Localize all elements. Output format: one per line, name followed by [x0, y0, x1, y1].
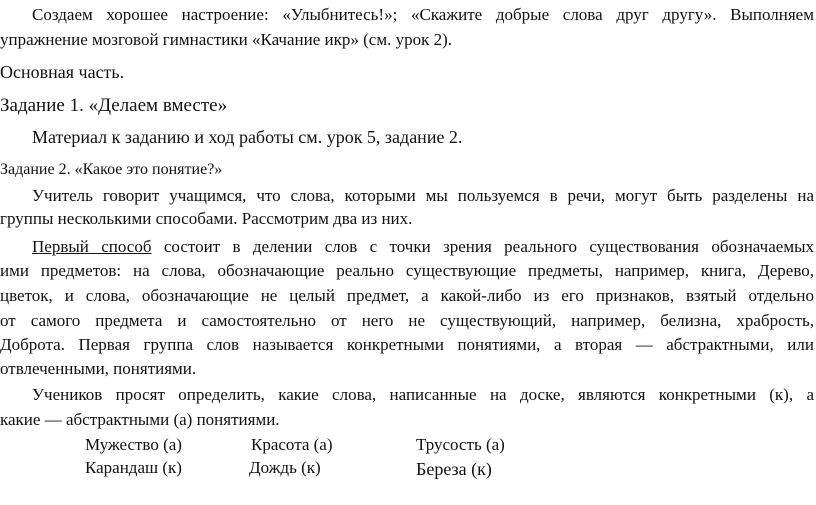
task1-text: Материал к заданию и ход работы см. урок 5, задание 2. — [32, 127, 463, 147]
task2-p1-line-1: Учитель говорит учащимся, что слова, которыми мы пользуемся в речи, могут быть разделены на — [32, 186, 814, 205]
word-birch: Береза (к) — [416, 459, 492, 479]
task2-p3-line-2: какие — абстрактными (а) понятиями. — [0, 410, 280, 429]
main-heading: Основная часть. — [0, 62, 125, 82]
task2-p2-line-6: отвлеченными, понятиями. — [0, 359, 197, 378]
intro-line-2: упражнение мозговой гимнастики «Качание икр» (см. урок 2). — [0, 30, 453, 49]
first-method-link: Первый способ — [32, 237, 152, 256]
task2-title: Задание 2. «Какое это понятие?» — [0, 161, 223, 178]
word-rain: Дождь (к) — [249, 458, 321, 477]
task2-p3-line-1: Учеников просят определить, какие слова, написанные на доске, являются конкретными (к), а — [32, 385, 814, 404]
word-courage: Мужество (а) — [85, 435, 182, 454]
task2-p2-line-4: от самого предмета и самостоятельно от него не существующий, например, белизна, храбрость, — [0, 311, 814, 330]
word-cowardice: Трусость (а) — [416, 435, 505, 454]
word-beauty: Красота (а) — [251, 435, 333, 454]
task1-title: Задание 1. «Делаем вместе» — [0, 95, 228, 116]
task2-p2-line-1-rest: состоит в делении слов с точки зрения реального существования обозначаемых — [151, 237, 814, 256]
intro-line-1: Создаем хорошее настроение: «Улыбнитесь!»; «Скажите добрые слова друг другу». Выполняем — [32, 5, 814, 24]
task2-p2-line-3: цветок, и слова, обозначающие не целый предмет, а какой-либо из его признаков, взятый отдельно — [0, 286, 814, 305]
word-pencil: Карандаш (к) — [85, 458, 182, 477]
task2-p2-line-1 — [32, 236, 814, 258]
task2-p2-line-5: Доброта. Первая группа слов называется конкретными понятиями, а вторая — абстрактными, или — [0, 335, 814, 354]
task2-p2-line-2: ими предметов: на слова, обозначающие реально существующие предметы, например, книга, Дерево, — [0, 261, 814, 280]
task2-p1-line-2: группы несколькими способами. Рассмотрим два из них. — [0, 209, 413, 228]
